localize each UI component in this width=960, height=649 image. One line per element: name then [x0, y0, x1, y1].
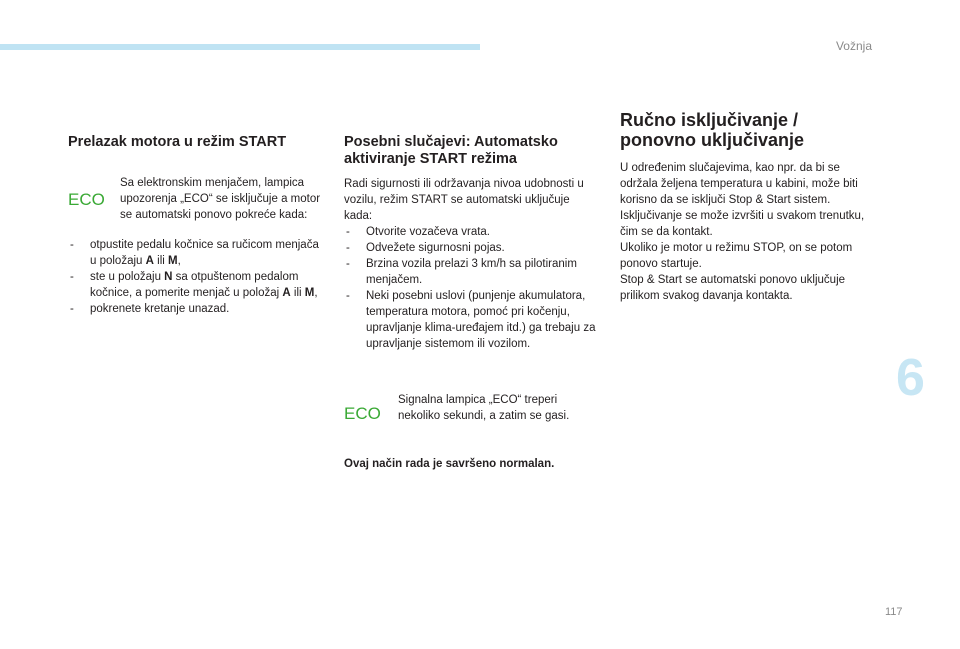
- section-heading-manual-toggle: Ručno isključivanje / ponovno uključivanje: [620, 110, 805, 150]
- svg-text:ECO: ECO: [344, 404, 381, 422]
- column-special-cases: [344, 134, 599, 472]
- page-number: 117: [885, 606, 903, 618]
- list-item: - ste u položaju N sa otpuštenom pedalom kočnice, a pomerite menjač u položaj A ili M,: [68, 269, 323, 301]
- paragraph: U određenim slučajevima, kao npr. da bi se održala željena temperatura u kabini, može biti korisno da se isključi Stop & Start sistem.: [620, 162, 858, 206]
- list-item: - Otvorite vozačeva vrata.: [344, 224, 599, 240]
- paragraph: Ukoliko je motor u režimu STOP, on se potom ponovo startuje.: [620, 242, 853, 270]
- normal-operation-note: Ovaj način rada je savršeno normalan.: [344, 458, 555, 470]
- list-item: - pokrenete kretanje unazad.: [68, 301, 323, 317]
- start-conditions-list: [68, 237, 323, 317]
- paragraph: Stop & Start se automatski ponovo uključuje prilikom svakog davanja kontakta.: [620, 274, 846, 302]
- eco-icon: [344, 392, 390, 422]
- eco-icon: [68, 175, 114, 208]
- list-item: - Neki posebni uslovi (punjenje akumulatora, temperatura motora, pomoć pri kočenju, upravljanje klima-uređajem itd.) ga trebaju za upravljanje sistemom ili vozilom.: [344, 288, 599, 352]
- eco-warning-text: Sa elektronskim menjačem, lampica upozorenja „ECO“ se isključuje a motor se automatski ponovo pokreće kada:: [120, 177, 321, 221]
- eco-blink-row: [344, 392, 599, 424]
- column-manual-toggle: [620, 110, 875, 304]
- column-start-mode: [68, 134, 323, 317]
- paragraph: Isključivanje se može izvršiti u svakom trenutku, čim se da kontakt.: [620, 210, 865, 238]
- section-heading-start-mode: Prelazak motora u režim START: [68, 134, 287, 150]
- svg-text:ECO: ECO: [68, 190, 105, 208]
- section-heading-special-cases: Posebni slučajevi: Automatsko aktiviranje START režima: [344, 134, 558, 167]
- eco-warning-row: [68, 175, 323, 223]
- section-title: Vožnja: [835, 39, 872, 53]
- special-cases-intro: Radi sigurnosti ili održavanja nivoa udobnosti u vozilu, režim START se automatski uključuje kada:: [344, 178, 584, 222]
- top-accent-bar: [0, 44, 480, 50]
- list-item: - Odvežete sigurnosni pojas.: [344, 240, 599, 256]
- list-item: - otpustite pedalu kočnice sa ručicom menjača u položaju A ili M,: [68, 237, 323, 269]
- chapter-number: 6: [896, 349, 925, 407]
- eco-blink-text: Signalna lampica „ECO“ treperi nekoliko sekundi, a zatim se gasi.: [398, 394, 570, 422]
- special-cases-list: [344, 224, 599, 352]
- list-item: - Brzina vozila prelazi 3 km/h sa pilotiranim menjačem.: [344, 256, 599, 288]
